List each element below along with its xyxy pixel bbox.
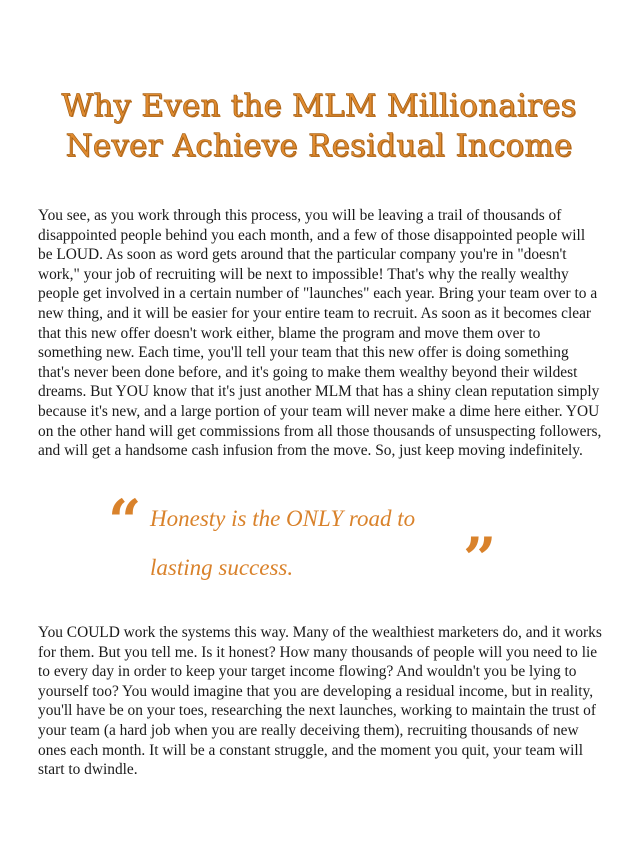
title-line-2: Never Achieve Residual Income [65,128,573,164]
open-quote-mark: “ [108,487,142,555]
close-quote-mark: ” [463,525,497,593]
title-line-1: Why Even the MLM Millionaires [61,88,577,124]
page-title [30,86,608,166]
quote-line-2: lasting success. [150,555,294,580]
body-paragraph-1: You see, as you work through this process, you will be leaving a trail of thousands of disappointed people behind you each month, and a few of those disappointed people will be LOUD. As soon as word gets around that the particular company you're in "doesn't work," your job of recruiting will be next to impossible! That's why the really wealthy people get involved in a certain number of "launches" each year. Bring your team over to a new thing, and it will be easier for your entire team to recruit. As soon as it becomes clear that this new offer doesn't work either, blame the program and move them over to something new. Each time, you'll tell your team that this new offer is doing something that's never been done before, and it's going to make them wealthy beyond their wildest dreams. But YOU know that it's just another MLM that has a shiny clean reputation simply because it's new, and a large portion of your team will never make a dime here either. YOU on the other hand will get commissions from all those thousands of unsuspecting followers, and will get a handsome cash infusion from the move. So, just keep moving indefinitely. [38,207,602,460]
quote-line-1: Honesty is the ONLY road to [150,506,416,531]
body-paragraph-2: You COULD work the systems this way. Many of the wealthiest marketers do, and it works for them. But you tell me. Is it honest? How many thousands of people will you need to lie to every day in order to keep your target income flowing? And wouldn't you be lying to yourself too? You would imagine that you are developing a residual income, but in reality, you'll have be on your toes, researching the next launches, working to maintain the trust of your team (a hard job when you are really deceiving them), recruiting thousands of new ones each month. It will be a constant struggle, and the moment you quit, your team will start to dwindle. [38,624,602,779]
